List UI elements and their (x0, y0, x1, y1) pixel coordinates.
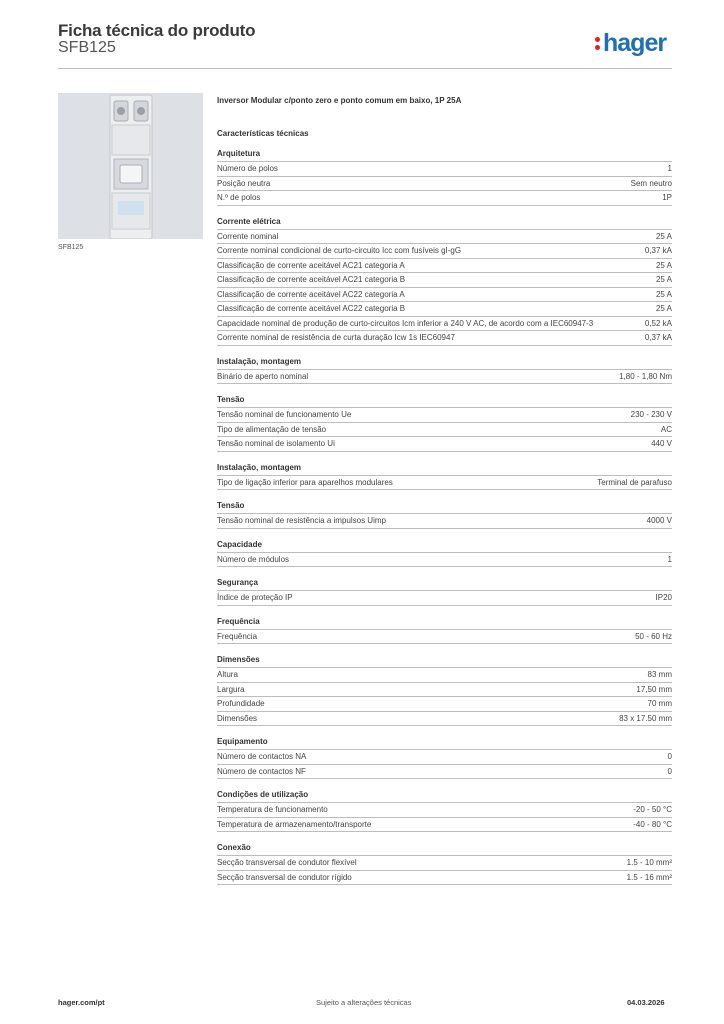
spec-row (217, 317, 672, 332)
spec-group-title: Condições de utilização (217, 789, 672, 803)
spec-value: 0 (667, 766, 672, 776)
document-title: Ficha técnica do produto (58, 21, 256, 40)
spec-group-title: Corrente elétrica (217, 216, 672, 230)
logo-dots-icon (595, 33, 601, 51)
switch-module-icon (58, 93, 203, 239)
spec-label: Classificação de corrente aceitável AC21 categoria A (217, 260, 405, 270)
spec-value: 0,52 kA (644, 318, 672, 328)
spec-row (217, 553, 672, 568)
product-description: Inversor Modular c/ponto zero e ponto comum em baixo, 1P 25A (217, 96, 462, 105)
spec-label: Classificação de corrente aceitável AC21 categoria B (217, 275, 406, 284)
spec-row (217, 370, 672, 385)
spec-row (217, 273, 672, 288)
spec-group (217, 654, 672, 726)
spec-row (217, 765, 672, 780)
spec-group-title: Equipamento (217, 736, 672, 750)
spec-group (217, 842, 672, 885)
section-heading: Características técnicas (217, 129, 309, 138)
spec-row (217, 302, 672, 317)
spec-row (217, 871, 672, 886)
spec-groups (217, 148, 672, 885)
spec-row (217, 230, 672, 245)
spec-value: 25 A (655, 231, 672, 241)
spec-row (217, 259, 672, 274)
spec-value: AC (660, 424, 672, 434)
spec-row (217, 408, 672, 423)
spec-label: Número de polos (217, 164, 278, 173)
spec-label: Tipo de ligação inferior para aparelhos modulares (217, 477, 393, 487)
spec-label: Altura (217, 670, 238, 679)
spec-value: 70 mm (647, 699, 672, 708)
spec-label: Número de módulos (217, 554, 290, 564)
spec-label: Tensão nominal de resistência a impulsos Uimp (217, 516, 386, 525)
spec-value: 25 A (655, 260, 672, 270)
spec-label: Classificação de corrente aceitável AC22 categoria B (217, 304, 406, 313)
spec-label: Corrente nominal de resistência de curta duração Icw 1s IEC60947 (217, 333, 455, 342)
spec-label: Profundidade (217, 699, 265, 708)
spec-label: Binário de aperto nominal (217, 371, 309, 381)
spec-value: -20 - 50 °C (633, 805, 672, 814)
spec-row (217, 476, 672, 491)
spec-row (217, 818, 672, 833)
spec-label: Dimensões (217, 713, 258, 723)
spec-group-title: Tensão (217, 394, 672, 408)
spec-group (217, 216, 672, 346)
spec-label: Largura (217, 684, 245, 694)
spec-label: Corrente nominal condicional de curto-circuito Icc com fusíveis gI-gG (217, 246, 462, 255)
spec-group-title: Segurança (217, 577, 672, 591)
spec-row (217, 803, 672, 818)
spec-value: 1 (667, 554, 672, 564)
spec-value: 1P (662, 193, 672, 202)
spec-group (217, 356, 672, 385)
footer-website[interactable]: hager.com/pt (58, 998, 105, 1007)
spec-value: 1 (667, 164, 672, 173)
spec-row (217, 750, 672, 765)
spec-row (217, 191, 672, 206)
spec-row (217, 437, 672, 452)
spec-row (217, 630, 672, 645)
spec-value: 50 - 60 Hz (635, 631, 672, 641)
spec-row (217, 712, 672, 727)
spec-group (217, 539, 672, 568)
spec-group-title: Conexão (217, 842, 672, 856)
spec-label: Índice de proteção IP (217, 593, 293, 602)
spec-row (217, 331, 672, 346)
spec-group (217, 736, 672, 779)
spec-group-title: Dimensões (217, 654, 672, 668)
spec-label: Posição neutra (217, 178, 271, 188)
spec-value: Terminal de parafuso (597, 477, 672, 487)
spec-label: Capacidade nominal de produção de curto-circuitos Icm inferior a 240 V AC, de acordo com a IEC60947-3 (217, 318, 594, 328)
spec-group (217, 462, 672, 491)
spec-row (217, 423, 672, 438)
spec-group-title: Frequência (217, 616, 672, 630)
spec-label: Secção transversal de condutor flexível (217, 858, 357, 867)
spec-label: Secção transversal de condutor rígido (217, 872, 352, 882)
spec-group-title: Instalação, montagem (217, 462, 672, 476)
spec-label: Tensão nominal de funcionamento Ue (217, 410, 352, 419)
spec-value: 230 - 230 V (630, 410, 672, 419)
spec-group (217, 394, 672, 452)
spec-row (217, 697, 672, 712)
spec-value: 83 mm (647, 670, 672, 679)
footer-date: 04.03.2026 (627, 998, 665, 1007)
spec-row (217, 162, 672, 177)
spec-value: 25 A (655, 304, 672, 313)
spec-value: 25 A (655, 289, 672, 299)
spec-value: 1.5 - 16 mm² (626, 872, 672, 882)
spec-group (217, 148, 672, 206)
spec-value: 17,50 mm (636, 684, 672, 694)
spec-value: 0 (667, 752, 672, 761)
spec-label: Frequência (217, 631, 258, 641)
spec-row (217, 668, 672, 683)
header-divider (58, 68, 672, 69)
spec-label: Tipo de alimentação de tensão (217, 424, 327, 434)
spec-row (217, 683, 672, 698)
spec-group (217, 616, 672, 645)
spec-label: Temperatura de funcionamento (217, 805, 328, 814)
spec-label: Temperatura de armazenamento/transporte (217, 819, 372, 829)
product-image (58, 93, 203, 239)
spec-value: 0,37 kA (644, 333, 672, 342)
spec-value: Sem neutro (630, 178, 672, 188)
spec-row (217, 288, 672, 303)
spec-label: Número de contactos NF (217, 766, 306, 776)
logo-text: hager (603, 29, 667, 57)
spec-row (217, 591, 672, 606)
spec-value: -40 - 80 °C (633, 819, 672, 829)
spec-value: IP20 (655, 593, 672, 602)
specifications (217, 96, 672, 885)
spec-label: Número de contactos NA (217, 752, 307, 761)
spec-value: 4000 V (646, 516, 672, 525)
spec-label: Corrente nominal (217, 231, 279, 241)
spec-value: 1,80 - 1,80 Nm (619, 371, 672, 381)
spec-label: Classificação de corrente aceitável AC22 categoria A (217, 289, 405, 299)
image-caption: SFB125 (58, 244, 84, 251)
spec-value: 83 x 17.50 mm (619, 713, 672, 723)
spec-group (217, 789, 672, 832)
spec-group (217, 577, 672, 606)
spec-value: 0,37 kA (644, 246, 672, 255)
spec-label: N.º de polos (217, 193, 261, 202)
product-code: SFB125 (58, 39, 116, 56)
spec-label: Tensão nominal de isolamento Ui (217, 439, 335, 448)
footer-notice: Sujeito a alterações técnicas (316, 998, 412, 1007)
spec-row (217, 177, 672, 192)
hager-logo (595, 28, 666, 58)
spec-value: 1.5 - 10 mm² (626, 858, 672, 867)
spec-row (217, 514, 672, 529)
spec-group-title: Tensão (217, 500, 672, 514)
spec-group-title: Instalação, montagem (217, 356, 672, 370)
spec-value: 25 A (655, 275, 672, 284)
spec-group-title: Capacidade (217, 539, 672, 553)
spec-value: 440 V (651, 439, 672, 448)
spec-group (217, 500, 672, 529)
spec-row (217, 244, 672, 259)
spec-row (217, 856, 672, 871)
spec-group-title: Arquitetura (217, 148, 672, 162)
